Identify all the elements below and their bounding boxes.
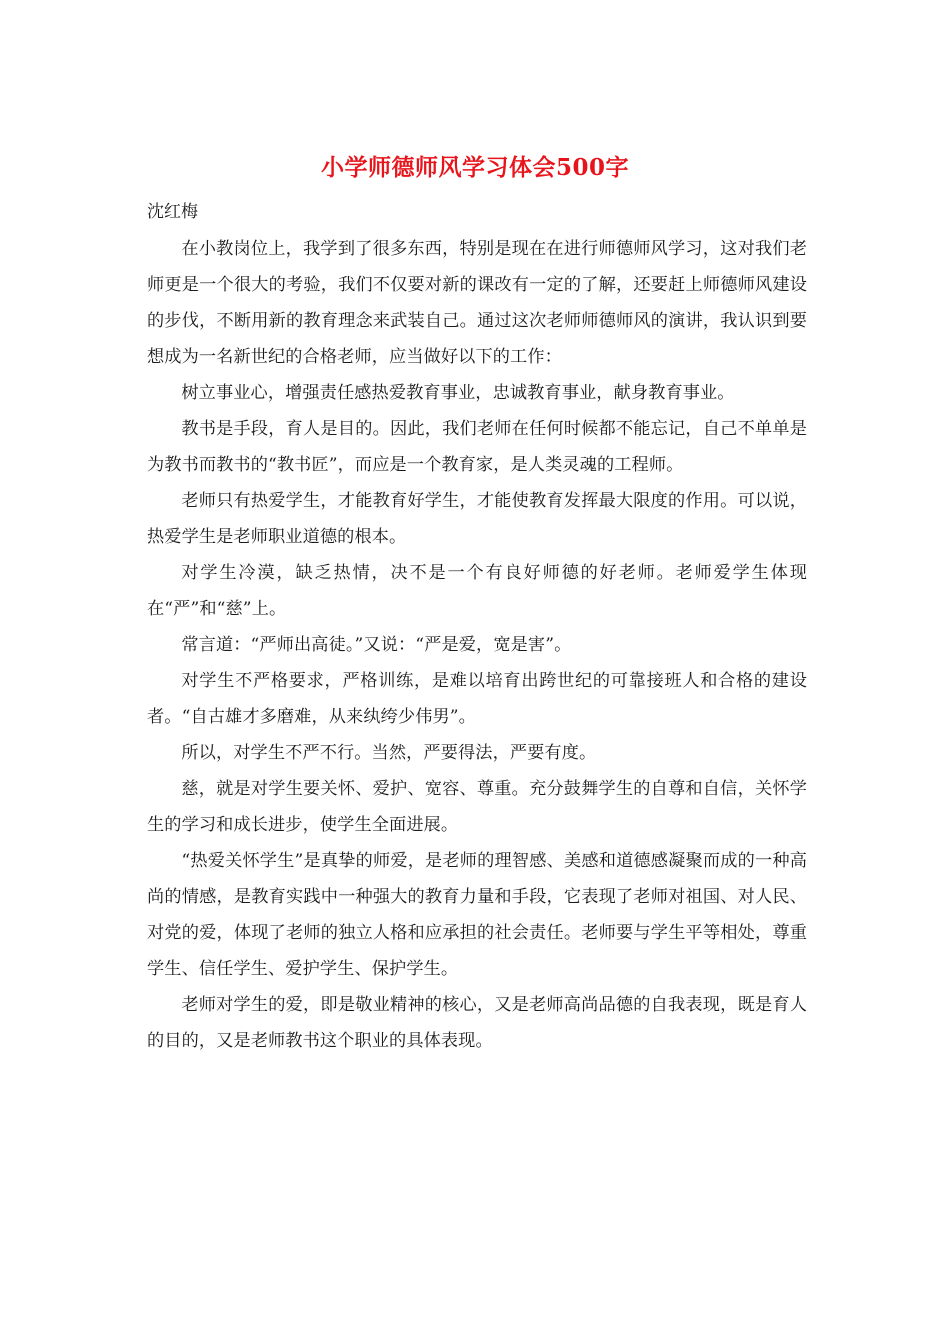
- document-title: 小学师德师风学习体会500字: [320, 154, 629, 181]
- paragraph-10: “热爱关怀学生”是真挚的师爱，是老师的理智感、美感和道德感凝聚而成的一种高尚的情感，是教育实践中一种强大的教育力量和手段，它表现了老师对祖国、对人民、对党的爱，体现了老师的独立人格和应承担的社会责任。老师要与学生平等相处，尊重学生、信任学生、爱护学生、保护学生。: [147, 851, 807, 979]
- document-author: 沈红梅: [147, 202, 198, 222]
- paragraph-1: 在小教岗位上，我学到了很多东西，特别是现在在进行师德师风学习，这对我们老师更是一个很大的考验，我们不仅要对新的课改有一定的了解，还要赶上师德师风建设的步伐，不断用新的教育理念来武装自己。通过这次老师师德师风的演讲，我认识到要想成为一名新世纪的合格老师，应当做好以下的工作：: [147, 239, 807, 367]
- paragraph-9: 慈，就是对学生要关怀、爱护、宽容、尊重。充分鼓舞学生的自尊和自信，关怀学生的学习和成长进步，使学生全面进展。: [147, 779, 807, 835]
- paragraph-6: 常言道：“严师出高徒。”又说：“严是爱，宽是害”。: [181, 635, 572, 655]
- paragraph-5: 对学生冷漠，缺乏热情，决不是一个有良好师德的好老师。老师爱学生体现在“严”和“慈”上。: [147, 563, 807, 619]
- paragraph-7: 对学生不严格要求，严格训练，是难以培育出跨世纪的可靠接班人和合格的建设者。“自古雄才多磨难，从来纨绔少伟男”。: [147, 671, 807, 727]
- paragraph-8: 所以，对学生不严不行。当然，严要得法，严要有度。: [181, 743, 597, 763]
- paragraph-4: 老师只有热爱学生，才能教育好学生，才能使教育发挥最大限度的作用。可以说，热爱学生是老师职业道德的根本。: [147, 491, 807, 547]
- paragraph-11: 老师对学生的爱，即是敬业精神的核心，又是老师高尚品德的自我表现，既是育人的目的，又是老师教书这个职业的具体表现。: [147, 995, 807, 1051]
- paragraph-2: 树立事业心，增强责任感热爱教育事业，忠诚教育事业，献身教育事业。: [181, 383, 735, 403]
- paragraph-3: 教书是手段，育人是目的。因此，我们老师在任何时候都不能忘记，自己不单单是为教书而教书的“教书匠”，而应是一个教育家，是人类灵魂的工程师。: [147, 419, 807, 475]
- document-body: [147, 231, 807, 1059]
